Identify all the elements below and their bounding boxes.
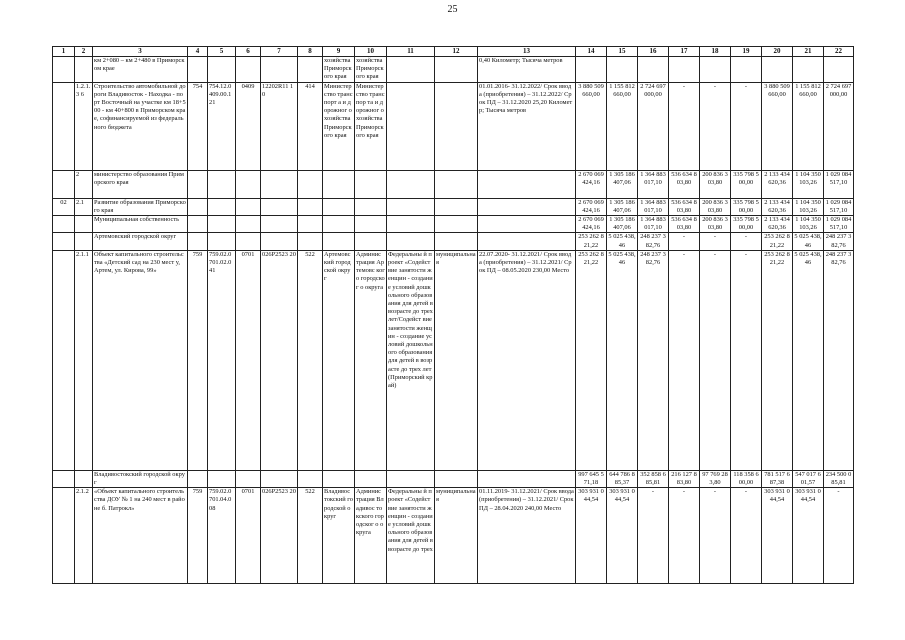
column-number: 22 (824, 47, 854, 57)
table-cell (638, 57, 669, 83)
table-cell: 2.1.2 (75, 488, 93, 584)
table-cell: 0701 (236, 488, 261, 584)
table-cell: муниципальная (435, 488, 478, 584)
table-row (53, 57, 854, 83)
table-cell: 303 931 0 44,54 (576, 488, 607, 584)
table-cell (208, 57, 236, 83)
table-cell: - (700, 233, 731, 250)
table-cell (188, 170, 208, 198)
table-cell: Строительство автомобильной дороги Владивосток - Находка - порт Восточный на участке км 18+500 - км 40+800 в Приморском крае, софинансируемой из федерального бюджета (93, 82, 188, 170)
table-cell: - (700, 488, 731, 584)
table-cell: 253 262 8 21,22 (762, 250, 793, 470)
table-cell: 522 (298, 488, 323, 584)
column-number: 20 (762, 47, 793, 57)
table-cell: 1 104 350 103,26 (793, 216, 824, 233)
table-cell: 253 262 8 21,22 (576, 233, 607, 250)
table-cell: 536 634 8 03,80 (669, 198, 700, 215)
column-number: 8 (298, 47, 323, 57)
table-cell (793, 57, 824, 83)
column-number: 5 (208, 47, 236, 57)
table-row (53, 216, 854, 233)
column-number: 17 (669, 47, 700, 57)
table-cell: 644 786 8 85,37 (607, 470, 638, 487)
table-cell (75, 470, 93, 487)
table-cell (208, 198, 236, 215)
table-cell (478, 216, 576, 233)
table-cell: 2 133 434 620,36 (762, 170, 793, 198)
table-cell (355, 170, 387, 198)
table-cell: 253 262 8 21,22 (576, 250, 607, 470)
table-cell (435, 470, 478, 487)
table-cell: 118 358 6 00,00 (731, 470, 762, 487)
table-cell (188, 57, 208, 83)
table-cell: 234 500 0 85,81 (824, 470, 854, 487)
table-cell: 547 017 6 01,57 (793, 470, 824, 487)
table-cell: 026P2523 20 (261, 250, 298, 470)
table-cell: Развитие образования Приморского края (94, 198, 186, 214)
table-cell (323, 170, 355, 198)
page-number: 25 (447, 4, 458, 15)
table-cell: хозяйства Приморск ого края (355, 57, 387, 83)
table-cell: 1.2.1.3 6 (75, 82, 93, 170)
column-number: 12 (435, 47, 478, 57)
table-cell: Муниципальная собственность (93, 216, 188, 233)
table-cell (298, 57, 323, 83)
table-cell: - (824, 488, 854, 584)
table-cell (261, 233, 298, 250)
table-cell: 303 931 0 44,54 (607, 488, 638, 584)
table-cell: - (669, 250, 700, 470)
table-cell (355, 470, 387, 487)
column-number: 10 (355, 47, 387, 57)
table-cell (53, 488, 75, 584)
table-cell (435, 233, 478, 250)
table-cell: 12202R11 10 (261, 82, 298, 170)
column-number: 9 (323, 47, 355, 57)
table-cell: км 2+080 – км 2+480 в Приморском крае (93, 57, 188, 83)
table-cell (323, 233, 355, 250)
table-cell (700, 57, 731, 83)
column-number: 6 (236, 47, 261, 57)
table-cell: 754 (188, 82, 208, 170)
table-cell: 759 (188, 488, 208, 584)
table-cell (824, 57, 854, 83)
table-cell: 1 155 812 660,00 (607, 82, 638, 170)
table-cell: хозяйства Приморск ого края (323, 57, 355, 83)
table-cell (236, 216, 261, 233)
table-cell (478, 470, 576, 487)
table-cell: 1 029 084 517,10 (824, 216, 854, 233)
table-cell (435, 170, 478, 198)
table-cell (669, 57, 700, 83)
table-cell: 02 (53, 198, 75, 215)
column-number: 13 (478, 47, 576, 57)
table-cell (762, 57, 793, 83)
table-cell: 759.02.0 701.04.0 08 (208, 488, 236, 584)
table-cell (53, 250, 75, 470)
table-cell: - (731, 488, 762, 584)
table-cell: 759 (188, 250, 208, 470)
table-cell (53, 57, 75, 83)
table-cell: 5 025 438, 46 (608, 233, 636, 249)
table-cell: 352 858 6 85,81 (638, 470, 669, 487)
table-cell: 335 798 5 00,00 (731, 170, 762, 198)
table-row (53, 198, 854, 215)
column-number: 11 (387, 47, 435, 57)
table-cell: 2 724 697 000,00 (824, 82, 854, 170)
table-cell (387, 198, 435, 215)
table-cell: 0409 (236, 82, 261, 170)
table-cell: 216 127 8 83,80 (669, 470, 700, 487)
table-cell: - (669, 82, 700, 170)
table-cell (576, 57, 607, 83)
column-number: 7 (261, 47, 298, 57)
table-cell: 248 237 3 82,76 (824, 250, 854, 470)
table-cell (236, 233, 261, 250)
table-cell: 200 836 3 03,80 (700, 216, 731, 233)
table-cell (387, 82, 435, 170)
table-cell (607, 57, 638, 83)
table-cell: 414 (298, 82, 323, 170)
table-cell: - (731, 233, 762, 250)
column-number: 2 (75, 47, 93, 57)
table-cell: 01.11.2019- 31.12.2021/ Срок ввода (приобретения) – 31.12.2021/ Срок ПД – 28.04.2020 240,00 Место (478, 488, 576, 584)
table-cell (261, 216, 298, 233)
table-cell: Админис трация Артемовс кого городског о округа (355, 250, 387, 470)
table-row (53, 470, 854, 487)
table-cell (208, 470, 236, 487)
table-cell: Объект капитального строительства «Детский сад на 230 мест у, Артем, ул. Кирова, 99» (93, 250, 188, 470)
table-cell (298, 233, 323, 250)
table-row (53, 250, 854, 470)
table-cell: 5 025 438, 46 (794, 233, 822, 249)
table-cell (731, 57, 762, 83)
table-cell: 0701 (236, 250, 261, 470)
table-cell: Владивос токский городской округ (323, 488, 355, 584)
table-cell (323, 198, 355, 215)
table-cell: Министер ство транспор та и дорожног о хозяйства Приморск ого края (355, 82, 387, 170)
table-cell (261, 57, 298, 83)
table-cell (387, 57, 435, 83)
column-number: 16 (638, 47, 669, 57)
table-cell (208, 170, 236, 198)
column-number: 21 (793, 47, 824, 57)
table-cell: 3 880 509 660,00 (576, 82, 607, 170)
table-cell (261, 198, 298, 215)
table-cell (298, 170, 323, 198)
table-cell: 2.1 (75, 198, 93, 215)
table-cell: 5 025 438, 46 (607, 250, 638, 470)
table-cell (323, 216, 355, 233)
table-cell (355, 198, 387, 215)
table-cell: - (731, 82, 762, 170)
table-cell: Владивостокский городской округ (93, 470, 188, 487)
table-cell (188, 216, 208, 233)
table-cell (188, 198, 208, 215)
table-cell: - (700, 250, 731, 470)
table-cell (298, 216, 323, 233)
table-cell: 253 262 8 21,22 (762, 233, 793, 250)
table-cell: Федеральны й проект «Содействие занятости женщин - создание условий дошкольного образования для детей в возрасте до трех лет/Содейст вие занятости женщин - создание условий дошкольного образования для детей в возрасте до трех лет (Приморский край) (387, 250, 435, 470)
table-cell (478, 170, 576, 198)
table-cell: 0,40 Километр; Тысяча метров (478, 57, 576, 83)
table-cell (478, 198, 576, 215)
column-number: 14 (576, 47, 607, 57)
table-cell: 1 155 812 660,00 (793, 82, 824, 170)
table-cell: 248 237 3 82,76 (824, 233, 854, 250)
table-cell: 026P2523 20 (261, 488, 298, 584)
column-number: 15 (607, 47, 638, 57)
table-cell: 1 305 186 407,06 (607, 216, 638, 233)
table-cell: 754.12.0 409.00.1 21 (208, 82, 236, 170)
table-cell (208, 233, 236, 250)
table-row (53, 170, 854, 198)
investment-table (52, 46, 854, 584)
table-cell (75, 57, 93, 83)
column-number: 1 (53, 47, 75, 57)
table-row (53, 82, 854, 170)
table-cell: 01.01.2016- 31.12.2022/ Срок ввода (приобретения) – 31.12.2022/ Срок ПД – 31.12.2020 25,20 Километр; Тысяча метров (478, 82, 576, 170)
table-cell: Артемовский городской округ (93, 233, 188, 250)
table-cell: - (700, 82, 731, 170)
table-cell: 97 769 28 3,80 (700, 470, 731, 487)
table-cell: 335 798 5 00,00 (731, 216, 762, 233)
table-cell: - (731, 250, 762, 470)
table-cell (236, 470, 261, 487)
table-cell: 2 (75, 170, 93, 198)
table-cell (387, 470, 435, 487)
table-cell: - (638, 488, 669, 584)
table-cell: 2 133 434 620,36 (762, 216, 793, 233)
table-cell: 2 670 069 424,16 (576, 198, 607, 215)
table-cell: 2 670 069 424,16 (576, 216, 607, 233)
table-cell (298, 470, 323, 487)
table-cell: 1 104 350 103,26 (793, 198, 824, 215)
column-number: 19 (731, 47, 762, 57)
table-cell (236, 170, 261, 198)
table-cell (387, 233, 435, 250)
table-cell (435, 57, 478, 83)
table-cell: 303 931 0 44,54 (762, 488, 793, 584)
table-cell: 997 645 5 71,18 (576, 470, 607, 487)
table-cell (236, 57, 261, 83)
table-cell (208, 216, 236, 233)
table-cell (75, 233, 93, 250)
table-cell: 522 (298, 250, 323, 470)
table-cell: 759.02.0 701.02.0 41 (208, 250, 236, 470)
table-cell (435, 198, 478, 215)
table-cell (387, 170, 435, 198)
column-number: 4 (188, 47, 208, 57)
table-cell: 536 634 8 03,80 (669, 216, 700, 233)
table-cell: 1 104 350 103,26 (793, 170, 824, 198)
table-cell (355, 233, 387, 250)
table-cell: 22.07.2020- 31.12.2021/ Срок ввода (приобретения) – 31.12.2021/ Срок ПД – 08.05.2020 230,00 Место (478, 250, 576, 470)
table-cell (53, 233, 75, 250)
table-cell: 2 724 697 000,00 (638, 82, 669, 170)
column-number: 18 (700, 47, 731, 57)
table-cell: 781 517 6 87,38 (762, 470, 793, 487)
table-cell (53, 216, 75, 233)
table-cell (188, 470, 208, 487)
table-cell: 2 670 069 424,16 (576, 170, 607, 198)
table-cell: 248 237 3 82,76 (638, 233, 669, 250)
table-cell (323, 470, 355, 487)
table-cell (261, 170, 298, 198)
table-cell: 303 931 0 44,54 (793, 488, 824, 584)
table-cell: Федеральны й проект «Содействие занятости женщин - создание условий дошкольного образования для детей в возрасте до трех (387, 488, 435, 584)
table-cell: 1 364 883 017,10 (638, 198, 669, 215)
table-cell (188, 233, 208, 250)
table-cell: 1 305 186 407,06 (607, 170, 638, 198)
header-row (53, 47, 854, 57)
table-cell: 248 237 3 82,76 (638, 250, 669, 470)
table-cell: 536 634 8 03,80 (669, 170, 700, 198)
table-cell: 5 025 438, 46 (793, 250, 824, 470)
table-cell (53, 470, 75, 487)
table-cell: министерство образования Приморского края (93, 170, 188, 198)
table-cell: муниципальная (435, 250, 478, 470)
table-row (53, 233, 854, 250)
table-cell: 200 836 3 03,80 (700, 170, 731, 198)
table-cell: 1 364 883 017,10 (638, 216, 669, 233)
table-cell: «Объект капитального строительства ДОУ № 1 на 240 мест в районе б. Патрокл» (93, 488, 188, 584)
table-cell: 1 029 084 517,10 (824, 170, 854, 198)
table-cell: 3 880 509 660,00 (762, 82, 793, 170)
column-number: 3 (93, 47, 188, 57)
table-cell (75, 216, 93, 233)
table-cell (355, 216, 387, 233)
table-cell (387, 216, 435, 233)
table-cell: 1 029 084 517,10 (824, 198, 854, 215)
table-cell (435, 82, 478, 170)
table-cell: Артемовс кий городской округ (323, 250, 355, 470)
table-cell: 1 364 883 017,10 (638, 170, 669, 198)
table-cell: - (669, 488, 700, 584)
table-cell (478, 233, 576, 250)
table-cell (53, 170, 75, 198)
table-cell: 200 836 3 03,80 (700, 198, 731, 215)
table-cell: Админис трация Владивос токского городског о округа (355, 488, 387, 584)
table-cell (435, 216, 478, 233)
table-cell: 1 305 186 407,06 (607, 198, 638, 215)
table-cell: 2 133 434 620,36 (762, 198, 793, 215)
table-cell: 2.1.1 (75, 250, 93, 470)
table-cell: - (669, 233, 700, 250)
table-cell (298, 198, 323, 215)
table-cell (261, 470, 298, 487)
table-cell: 335 798 5 00,00 (731, 198, 762, 215)
table-row (53, 488, 854, 584)
table-cell (236, 198, 261, 215)
table-cell: Министер ство транспорт а и дорожног о хозяйства Приморск ого края (323, 82, 355, 170)
table-cell (53, 82, 75, 170)
